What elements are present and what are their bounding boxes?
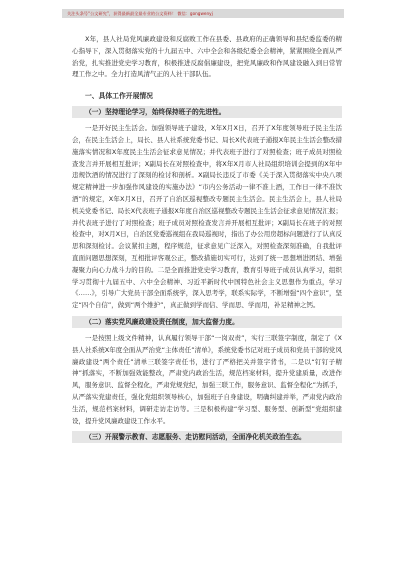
subsection-heading-2: （二）落实党风廉政建设责任制度，加大监督力度。 [72, 316, 342, 328]
intro-paragraph: X年，县人社局党风廉政建设和反腐败工作在县委、县政府的正确领导和县纪委监委的精心指导下，深入贯彻落实党的十九届五中、六中全会和各级纪委全会精神，紧紧围绕全面从严治党，扎实推进党史学习教育，积极推进反腐倡廉建设，把党风廉政和作风建设融入到日常管理工作之中。全力打造风清气正的人社干部队伍。 [72, 35, 342, 79]
subsection-heading-3: （三）开展警示教育、志愿服务、走访慰问活动，全面净化机关政治生态。 [72, 431, 342, 443]
section-heading: 一、具体工作开展情况 [85, 92, 153, 101]
paragraph-responsibility: 一是按照上级文件精神，认真履行领导干部“一岗双责”，实行三联签字制度，制定了《X县人社系统X年度全面从严治党“主体责任”清单》，系统党委书记对班子成员和党员干部的党风廉政建设“两个责任”清单三联签字责任书，进行了严格把关并签字背书，二是以“钉钉子精神”抓落实，不断加强效能整改，严肃党内政治生活，规范档案材料，提升党建质量，改进作风，服务意识、监督全程化，严肃党规党纪，加强三联工作，服务意识、监督全程化”为抓手，从严落实党建责任，强化党组织领导核心，加强班子自身建设，明确纠建并举，严肃党内政治生活，规范档案材料，调研走访走访等。三是积极构建“学习型、服务型、创新型”党组织建设，提升党风廉政建设工作水平。 [72, 333, 342, 425]
paragraph-theory-study: 一是开好民主生活会。加强领导班子建设，X年X月X日，召开了X年度领导班子民主生活会，在民主生活会上，局长、县人社系统党委书记、局长X代表班子通报X年民主生活会整改措施落实情况和X年度民主生活会征求意见情况；并代表班子进行了对照检查；班子成员对照检查发言并开展相互批评；X副局长在对照检查中，将X年X月市人社局组织培训会提到的X年中违规饮酒的情况进行了深刻的检讨和剖析。X副局长违反了市委《关于深入贯彻落实中央八项规定精神进一步加强作风建设的实施办法》“市内公务活动一律不准上酒，工作日一律不准饮酒”的规定，X年X月X日，召开了自治区巡视整改专题民主生活会。民主生活会上，县人社局机关党委书记、局长X代表班子通报X年度自治区巡视整改专题民主生活会征求意见情况汇报；并代表班子进行了对照检查；班子成员对照检查发言并开展相互批评；X副局长在班子的对照检查中，对X月X日，自治区党委巡视组在我局巡视时，指出了办公用房超标问题进行了认真反思和深刻检讨。会议紧扣主题，程序规范，征求意见广泛深入，对照检查深刻准确，自我批评直面问题思想深刻，互相批评客观公正，整改措施切实可行，达到了统一思想增进团结、增强凝聚力向心力战斗力的目的。二是全面推进党史学习教育，教育引导班子成员认真学习，组织学习贯彻十九届五中、六中全会精神、习近平新时代中国特色社会主义思想作为重点，学习《……》，引导广大党员干部全面系统学，深入思考学，联系实际学，不断增强“四个意识”，坚定“四个自信”，做到“两个维护”，真正做到学而信、学而思、学而用，补足精神之钙。 [72, 124, 342, 310]
document-body [72, 34, 342, 448]
promo-banner: 关注头条号“公文研究”，获得最新最全最专业的公文资料！ 微信：gongwenyj [62, 9, 344, 18]
subsection-heading-1: （一）坚持理论学习，始终保持班子的先进性。 [72, 106, 342, 118]
